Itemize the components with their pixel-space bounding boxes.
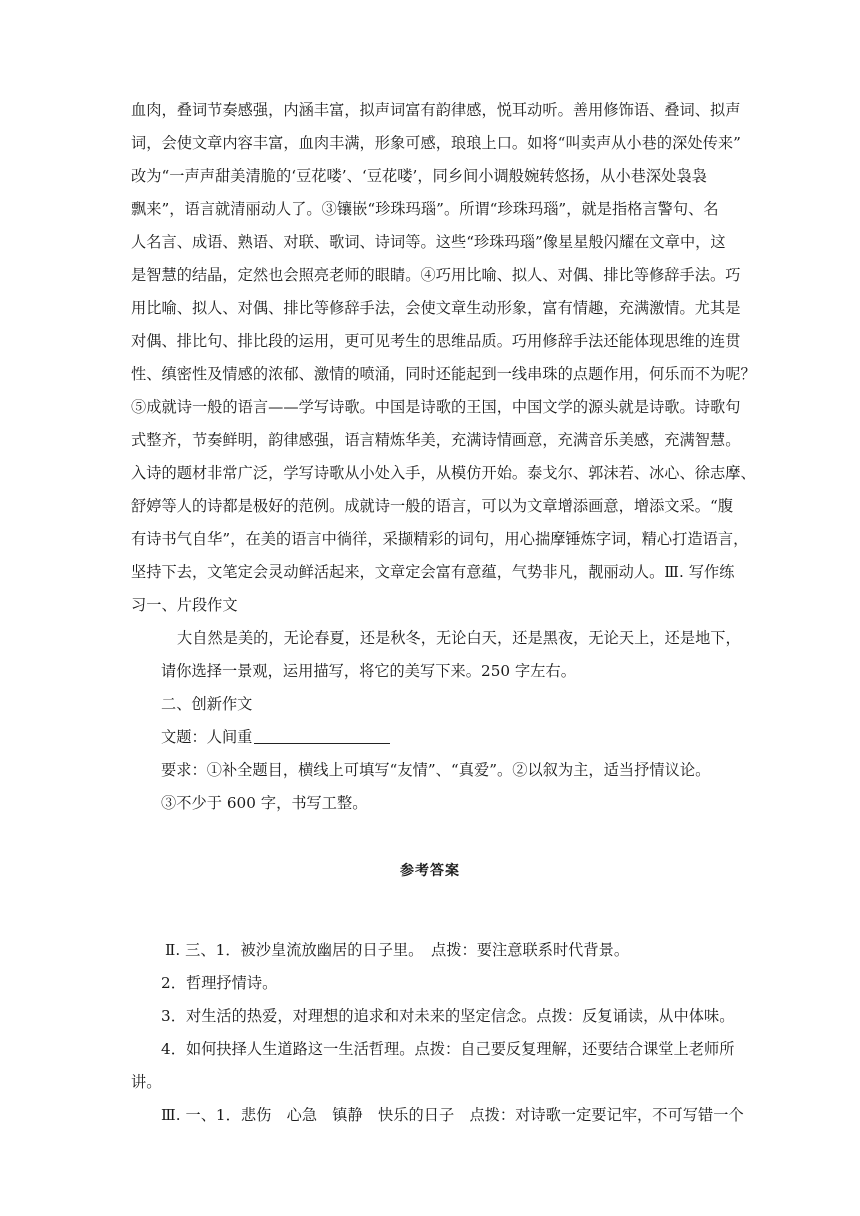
body-line: 改为“一声声甜美清脆的‘豆花喽’、‘豆花喽’，同乡间小调般婉转悠扬，从小巷深处袅袅 bbox=[131, 167, 707, 185]
body-line: 习一、片段作文 bbox=[131, 596, 238, 614]
essay-title bbox=[161, 727, 390, 747]
body-line: 人名言、成语、熟语、对联、歌词、诗词等。这些“珍珠玛瑙”像星星般闪耀在文章中，这 bbox=[131, 233, 726, 251]
body-line: 是智慧的结晶，定然也会照亮老师的眼睛。④巧用比喻、拟人、对偶、排比等修辞手法。巧 bbox=[131, 266, 741, 284]
body-line: 舒婷等人的诗都是极好的范例。成就诗一般的语言，可以为文章增添画意，增添文采。“腹 bbox=[131, 497, 734, 515]
body-line: 式整齐，节奏鲜明，韵律感强，语言精炼华美，充满诗情画意，充满音乐美感，充满智慧。 bbox=[131, 431, 741, 449]
exercise-line: 请你选择一景观，运用描写，将它的美写下来。250 字左右。 bbox=[161, 662, 576, 680]
body-line: ⑤成就诗一般的语言——学写诗歌。中国是诗歌的王国，中国文学的源头就是诗歌。诗歌句 bbox=[131, 398, 741, 416]
answers-heading: 参考答案 bbox=[400, 863, 460, 879]
answer-line: Ⅲ. 一、1．悲伤 心急 镇静 快乐的日子 点拨：对诗歌一定要记牢，不可写错一个 bbox=[161, 1106, 744, 1124]
body-line: 性、缜密性及情感的浓郁、激情的喷涌，同时还能起到一线串珠的点题作用，何乐而不为呢？ bbox=[131, 365, 756, 383]
answer-line: 4．如何抉择人生道路这一生活哲理。点拨：自己要反复理解，还要结合课堂上老师所 bbox=[161, 1040, 735, 1058]
body-line: 有诗书气自华”，在美的语言中徜徉，采撷精彩的词句，用心揣摩锤炼字词，精心打造语言， bbox=[131, 530, 749, 548]
body-line: 飘来”，语言就清丽动人了。③镶嵌“珍珠玛瑙”。所谓“珍珠玛瑙”，就是指格言警句、名 bbox=[131, 200, 719, 218]
exercise-line: 大自然是美的，无论春夏，还是秋冬，无论白天，还是黑夜，无论天上，还是地下， bbox=[177, 629, 741, 647]
body-line: 入诗的题材非常广泛，学写诗歌从小处入手，从模仿开始。泰戈尔、郭沫若、冰心、徐志摩、 bbox=[131, 464, 756, 482]
answer-line: 3．对生活的热爱，对理想的追求和对未来的坚定信念。点拨：反复诵读，从中体味。 bbox=[161, 1007, 735, 1025]
answer-line: 讲。 bbox=[131, 1073, 162, 1091]
body-line: 血肉，叠词节奏感强，内涵丰富，拟声词富有韵律感，悦耳动听。善用修饰语、叠词、拟声 bbox=[131, 101, 741, 119]
answer-line: 2．哲理抒情诗。 bbox=[161, 974, 278, 992]
answer-line: Ⅱ. 三、1．被沙皇流放幽居的日子里。 点拨：要注意联系时代背景。 bbox=[165, 941, 630, 959]
title-blank-line bbox=[254, 728, 390, 744]
body-line: 坚持下去，文笔定会灵动鲜活起来，文章定会富有意蕴，气势非凡，靓丽动人。Ⅲ. 写作练 bbox=[131, 563, 735, 581]
section-heading: 二、创新作文 bbox=[161, 695, 253, 713]
requirement-line: ③不少于 600 字，书写工整。 bbox=[161, 794, 368, 812]
requirement-line: 要求：①补全题目，横线上可填写“友情”、“真爱”。②以叙为主，适当抒情议论。 bbox=[161, 761, 711, 779]
body-line: 用比喻、拟人、对偶、排比等修辞手法，会使文章生动形象，富有情趣，充满激情。尤其是 bbox=[131, 299, 741, 317]
essay-title-label: 文题：人间重 bbox=[161, 728, 253, 746]
body-line: 词，会使文章内容丰富，血肉丰满，形象可感，琅琅上口。如将“叫卖声从小巷的深处传来” bbox=[131, 134, 741, 152]
body-line: 对偶、排比句、排比段的运用，更可见考生的思维品质。巧用修辞手法还能体现思维的连贯 bbox=[131, 332, 741, 350]
